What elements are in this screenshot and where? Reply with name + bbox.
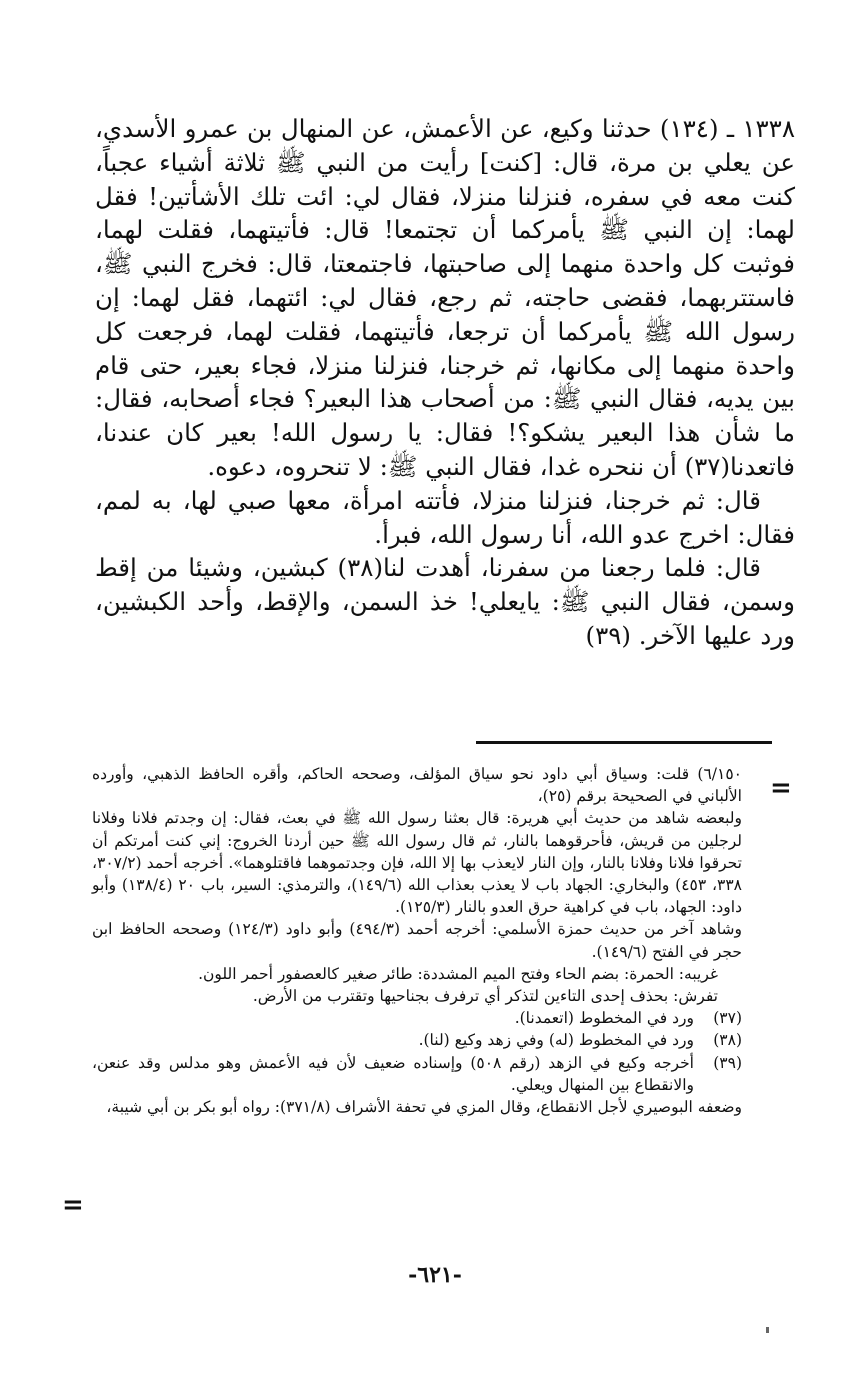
footnote-continuation-line: وضعفه البوصيري لأجل الانقطاع، وقال المزي في تحفة الأشراف (٣٧١/٨): رواه أبو بكر بن أبي شيبة، <box>106 1098 742 1117</box>
footnotes <box>92 763 742 1118</box>
continuation-mark-top: = <box>770 773 792 803</box>
footnote-number: (٣٨) <box>713 1031 742 1050</box>
continuation-mark-bottom: = <box>62 1190 84 1220</box>
footnote-number: (٣٧) <box>713 1009 742 1028</box>
page-number: -٦٢١- <box>408 1262 462 1288</box>
footnote-number: (٣٩) <box>713 1053 742 1072</box>
footnote-text: أخرجه وكيع في الزهد (رقم ٥٠٨) وإسناده ضعيف لأن فيه الأعمش وهو مدلس وقد عنعن، والانقطاع بين المنهال ويعلي. <box>92 1053 694 1094</box>
footnote-37 <box>92 1007 742 1029</box>
scan-mark <box>766 1327 769 1333</box>
footnote-continued-text: ٦/١٥٠) قلت: وسياق أبي داود نحو سياق المؤلف، وصححه الحاكم، وأقره الحافظ الذهبي، وأورده الألباني في الصحيحة برقم (٢٥)، <box>92 765 742 806</box>
footnote-39 <box>92 1052 742 1096</box>
hadith-paragraph-2: قال: ثم خرجنا، فنزلنا منزلا، فأتته امرأة، معها صبي لها، به لمم، فقال: اخرج عدو الله، أنا رسول الله، فبرأ. <box>95 485 795 549</box>
footnote-text: ورد في المخطوط (اتعمدنا). <box>514 1009 694 1028</box>
footnote-gloss: غريبه: الحمرة: بضم الحاء وفتح الميم المشددة: طائر صغير كالعصفور أحمر اللون. <box>198 964 718 983</box>
hadith-paragraph-1: ١٣٣٨ ـ (١٣٤) حدثنا وكيع، عن الأعمش، عن المنهال بن عمرو الأسدي، عن يعلي بن مرة، قال: [كنت] رأيت من النبي ﷺ ثلاثة أشياء عجباً، كنت معه في سفره، فنزلنا منزلا، فقال لي: ائت تلك الأشأتين! فقل لهما: إن النبي ﷺ يأمركما أن تجتمعا! قال: فأتيتهما، فقلت لهما، فوثبت كل واحدة منهما إلى صاحبتها، فاجتمعتا، قال: فخرج النبي ﷺ، فاستتربهما، فقضى حاجته، ثم رجع، فقال لي: ائتهما، فقل لهما: إن رسول الله ﷺ يأمركما أن ترجعا، فأتيتهما، فقلت لهما، فرجعت كل واحدة منهما إلى مكانها، ثم خرجنا، فنزلنا منزلا، فجاء بعير، حتى قام بين يديه، فقال النبي ﷺ: من أصحاب هذا البعير؟ فجاء أصحابه، فقال: ما شأن هذا البعير يشكو؟! فقال: يا رسول الله! بعير كان عندنا، فاتعدنا(٣٧) أن ننحره غدا، فقال النبي ﷺ: لا تنحروه، دعوه. <box>95 114 795 481</box>
footnote-separator <box>476 741 772 744</box>
hadith-text <box>95 112 795 653</box>
footnote-continued-text: وشاهد آخر من حديث حمزة الأسلمي: أخرجه أحمد (٤٩٤/٣) وأبو داود (١٢٤/٣) وصححه الحافظ ابن حجر في الفتح (١٤٩/٦). <box>92 920 742 961</box>
footnote-38 <box>92 1029 742 1051</box>
hadith-paragraph-3: قال: فلما رجعنا من سفرنا، أهدت لنا(٣٨) كبشين، وشيئا من إقط وسمن، فقال النبي ﷺ: يايعلي! خذ السمن، والإقط، وأحد الكبشين، ورد عليها الآخر. (٣٩) <box>95 553 795 650</box>
footnote-gloss: تفرش: بحذف إحدى التاءين لتذكر أي ترفرف بجناحيها وتقترب من الأرض. <box>252 987 718 1006</box>
footnote-text: ورد في المخطوط (له) وفي زهد وكيع (لنا). <box>418 1031 694 1050</box>
footnote-continued-text: ولبعضه شاهد من حديث أبي هريرة: قال بعثنا رسول الله ﷺ في بعث، فقال: إن وجدتم فلانا وفلانا لرجلين من قريش، فأحرقوهما بالنار، ثم قال رسول الله ﷺ حين أردنا الخروج: إني كنت أمرتكم أن تحرقوا فلانا وفلانا بالنار، وإن النار لايعذب بها إلا الله، فإن وجدتموهما فاقتلوهما». أخرجه أحمد (٣٠٧/٢، ٣٣٨، ٤٥٣) والبخاري: الجهاد باب لا يعذب بعذاب الله (١٤٩/٦)، والترمذي: السير، باب ٢٠ (١٣٨/٤) وأبو داود: الجهاد، باب في كراهية حرق العدو بالنار (١٢٥/٣). <box>92 809 742 917</box>
